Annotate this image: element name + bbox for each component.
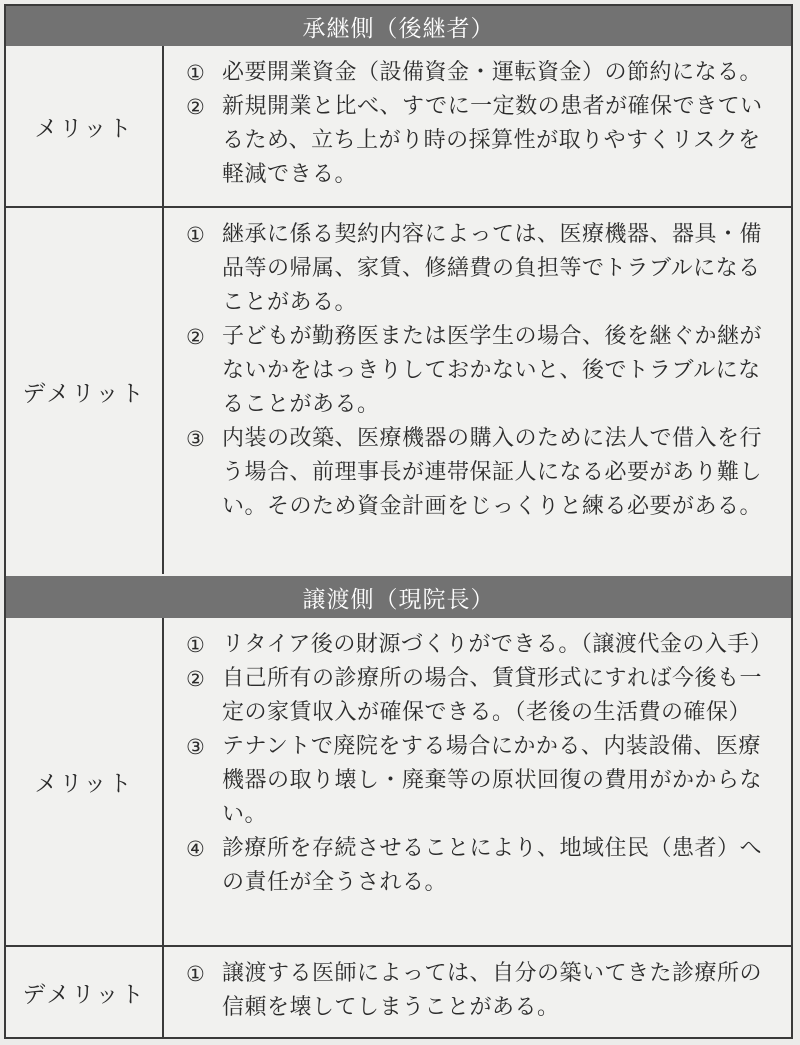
item-text: 子どもが勤務医または医学生の場合、後を継ぐか継がないかをはっきりしておかないと、後でトラブルになることがある。 [222, 324, 763, 417]
transferor-merit-row [6, 618, 791, 945]
section-header-successor: 承継側（後継者） [6, 6, 791, 46]
row-label: デメリット [6, 208, 164, 574]
list-item [186, 662, 777, 730]
item-number: ① [186, 633, 205, 657]
item-number: ① [186, 61, 205, 85]
list-item [186, 320, 777, 422]
item-text: 譲渡する医師によっては、自分の築いてきた診療所の信頼を壊してしまうことがある。 [222, 961, 763, 1020]
item-number: ② [186, 667, 205, 691]
row-content [164, 618, 791, 945]
successor-merit-row [6, 46, 791, 206]
list-item [186, 422, 777, 524]
list-item [186, 90, 777, 192]
row-label: メリット [6, 46, 164, 206]
list-item [186, 218, 777, 320]
item-number: ② [186, 325, 205, 349]
item-text: 内装の改築、医療機器の購入のために法人で借入を行う場合、前理事長が連帯保証人になる必要があり難しい。そのため資金計画をじっくりと練る必要がある。 [222, 426, 763, 519]
item-number: ② [186, 95, 205, 119]
item-number: ③ [186, 735, 205, 759]
row-content [164, 947, 791, 1037]
list-item [186, 56, 777, 90]
comparison-table [4, 4, 793, 1039]
item-text: 自己所有の診療所の場合、賃貸形式にすれば今後も一定の家賃収入が確保できる。（老後の生活費の確保） [222, 666, 763, 725]
list-item [186, 628, 777, 662]
item-number: ① [186, 962, 205, 986]
item-number: ① [186, 223, 205, 247]
row-label: メリット [6, 618, 164, 945]
item-text: テナントで廃院をする場合にかかる、内装設備、医療機器の取り壊し・廃棄等の原状回復の費用がかからない。 [222, 734, 763, 827]
list-item [186, 832, 777, 900]
row-content [164, 208, 791, 574]
row-content [164, 46, 791, 206]
item-text: 必要開業資金（設備資金・運転資金）の節約になる。 [222, 60, 763, 85]
item-text: 新規開業と比べ、すでに一定数の患者が確保できているため、立ち上がり時の採算性が取りやすくリスクを軽減できる。 [222, 94, 763, 187]
item-text: 継承に係る契約内容によっては、医療機器、器具・備品等の帰属、家賃、修繕費の負担等でトラブルになることがある。 [222, 222, 763, 315]
list-item [186, 730, 777, 832]
item-text: リタイア後の財源づくりができる。（譲渡代金の入手） [222, 632, 773, 657]
transferor-demerit-row [6, 945, 791, 1037]
section-header-transferor: 譲渡側（現院長） [6, 576, 791, 618]
row-label: デメリット [6, 947, 164, 1037]
list-item [186, 957, 777, 1025]
item-number: ④ [186, 837, 205, 861]
successor-demerit-row [6, 206, 791, 574]
item-text: 診療所を存続させることにより、地域住民（患者）への責任が全うされる。 [222, 836, 763, 895]
item-number: ③ [186, 427, 205, 451]
